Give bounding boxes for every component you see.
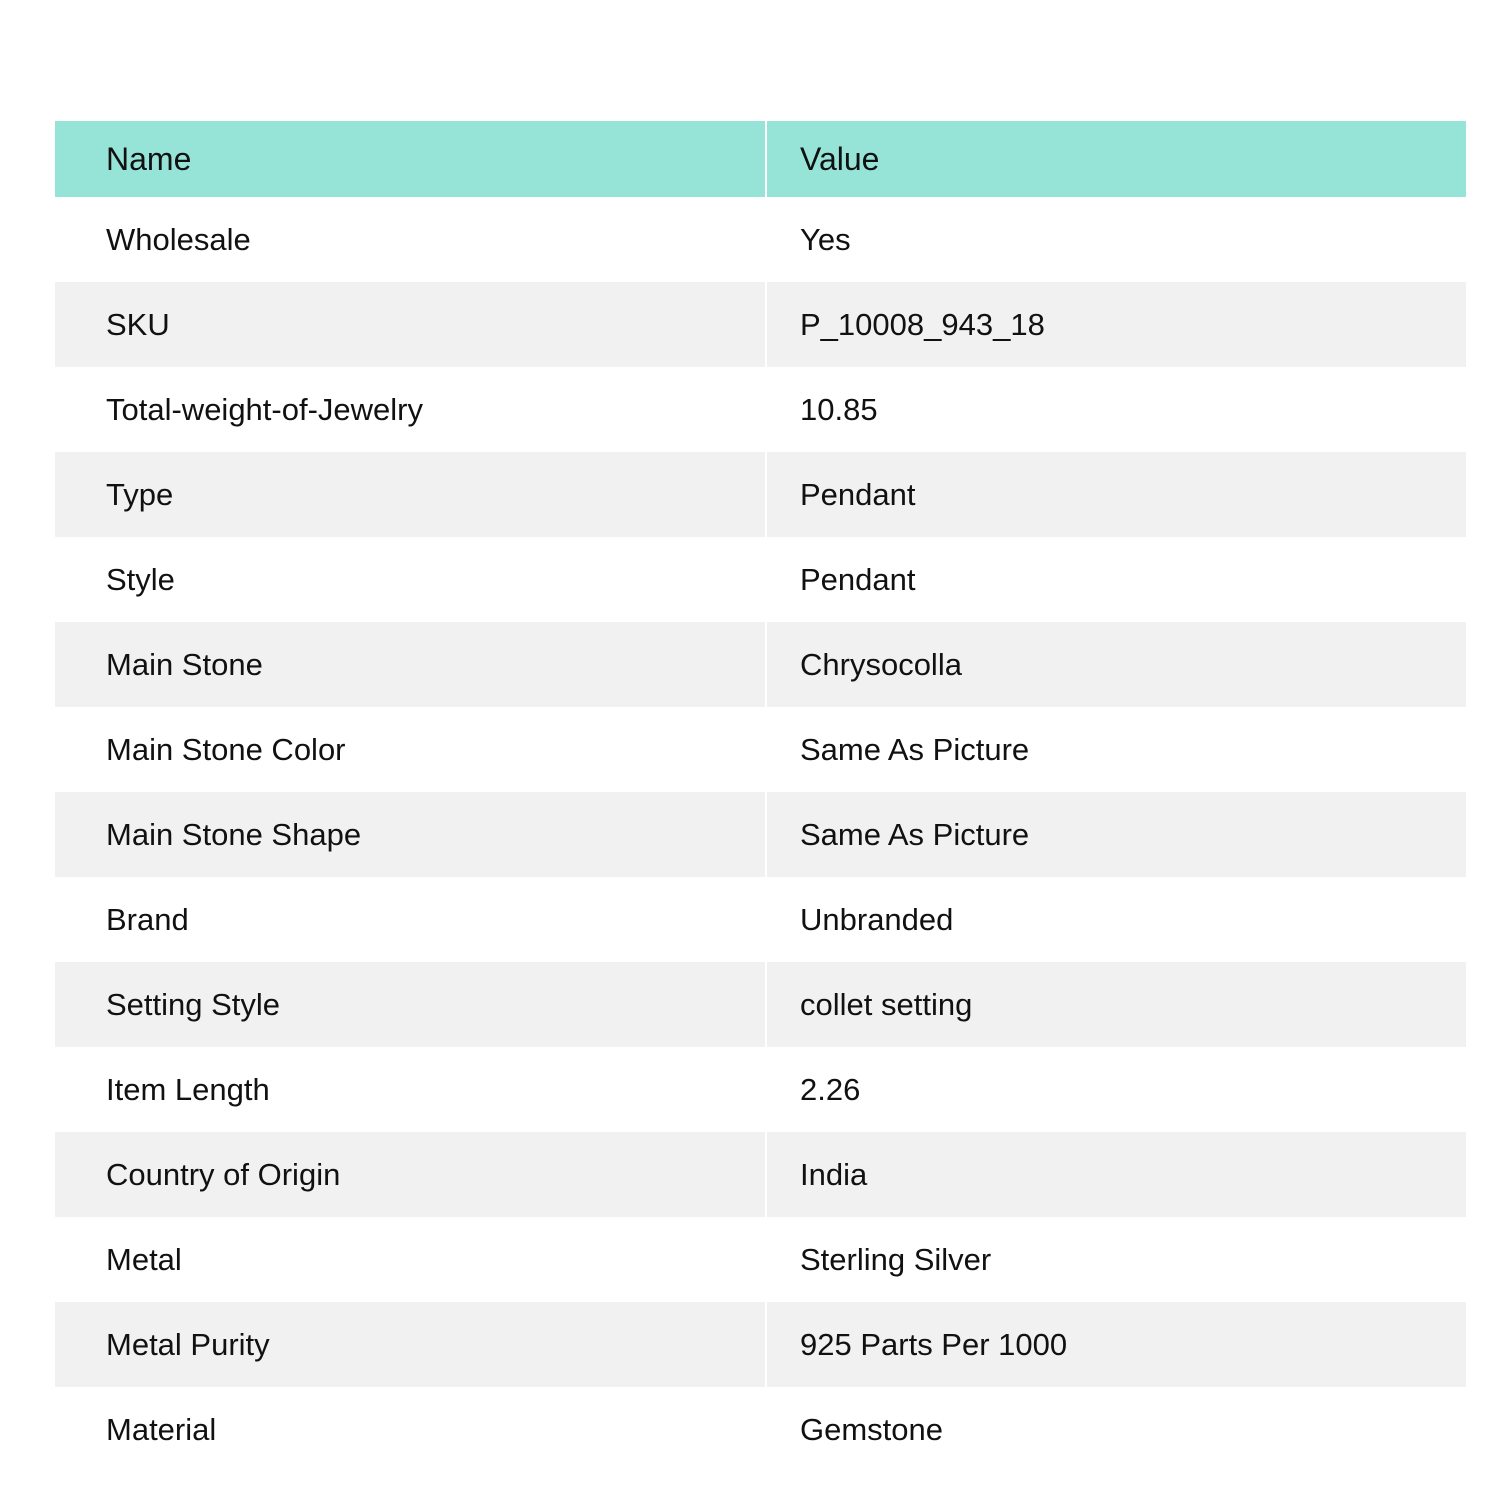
row-value-cell: Sterling Silver [766,1217,1466,1302]
table-row [55,877,1466,962]
row-name-cell: Brand [55,877,766,962]
row-name-cell: Country of Origin [55,1132,766,1217]
table-header [55,121,1466,197]
table-row [55,622,1466,707]
row-name-cell: Total-weight-of-Jewelry [55,367,766,452]
table-row [55,962,1466,1047]
table-row [55,1302,1466,1387]
product-specifications-table [55,121,1466,1472]
row-name-cell: SKU [55,282,766,367]
row-value-cell: Pendant [766,452,1466,537]
row-name-cell: Item Length [55,1047,766,1132]
table-row [55,282,1466,367]
value-column-header: Value [766,121,1466,197]
table-row [55,707,1466,792]
row-value-cell: Pendant [766,537,1466,622]
header-row [55,121,1466,197]
table-row [55,367,1466,452]
row-value-cell: Gemstone [766,1387,1466,1472]
table-body [55,197,1466,1472]
row-name-cell: Setting Style [55,962,766,1047]
table-row [55,1387,1466,1472]
row-value-cell: Same As Picture [766,707,1466,792]
row-value-cell: P_10008_943_18 [766,282,1466,367]
row-value-cell: Unbranded [766,877,1466,962]
row-name-cell: Metal [55,1217,766,1302]
row-name-cell: Main Stone Color [55,707,766,792]
name-column-header: Name [55,121,766,197]
row-name-cell: Wholesale [55,197,766,282]
table-row [55,1217,1466,1302]
row-name-cell: Main Stone Shape [55,792,766,877]
table-row [55,1132,1466,1217]
row-value-cell: Same As Picture [766,792,1466,877]
table-row [55,452,1466,537]
row-name-cell: Style [55,537,766,622]
table-row [55,792,1466,877]
row-value-cell: Yes [766,197,1466,282]
row-name-cell: Metal Purity [55,1302,766,1387]
row-value-cell: collet setting [766,962,1466,1047]
table-row [55,1047,1466,1132]
row-value-cell: 10.85 [766,367,1466,452]
row-name-cell: Type [55,452,766,537]
row-name-cell: Material [55,1387,766,1472]
row-value-cell: 925 Parts Per 1000 [766,1302,1466,1387]
table-row [55,537,1466,622]
row-name-cell: Main Stone [55,622,766,707]
row-value-cell: 2.26 [766,1047,1466,1132]
row-value-cell: Chrysocolla [766,622,1466,707]
row-value-cell: India [766,1132,1466,1217]
table-row [55,197,1466,282]
